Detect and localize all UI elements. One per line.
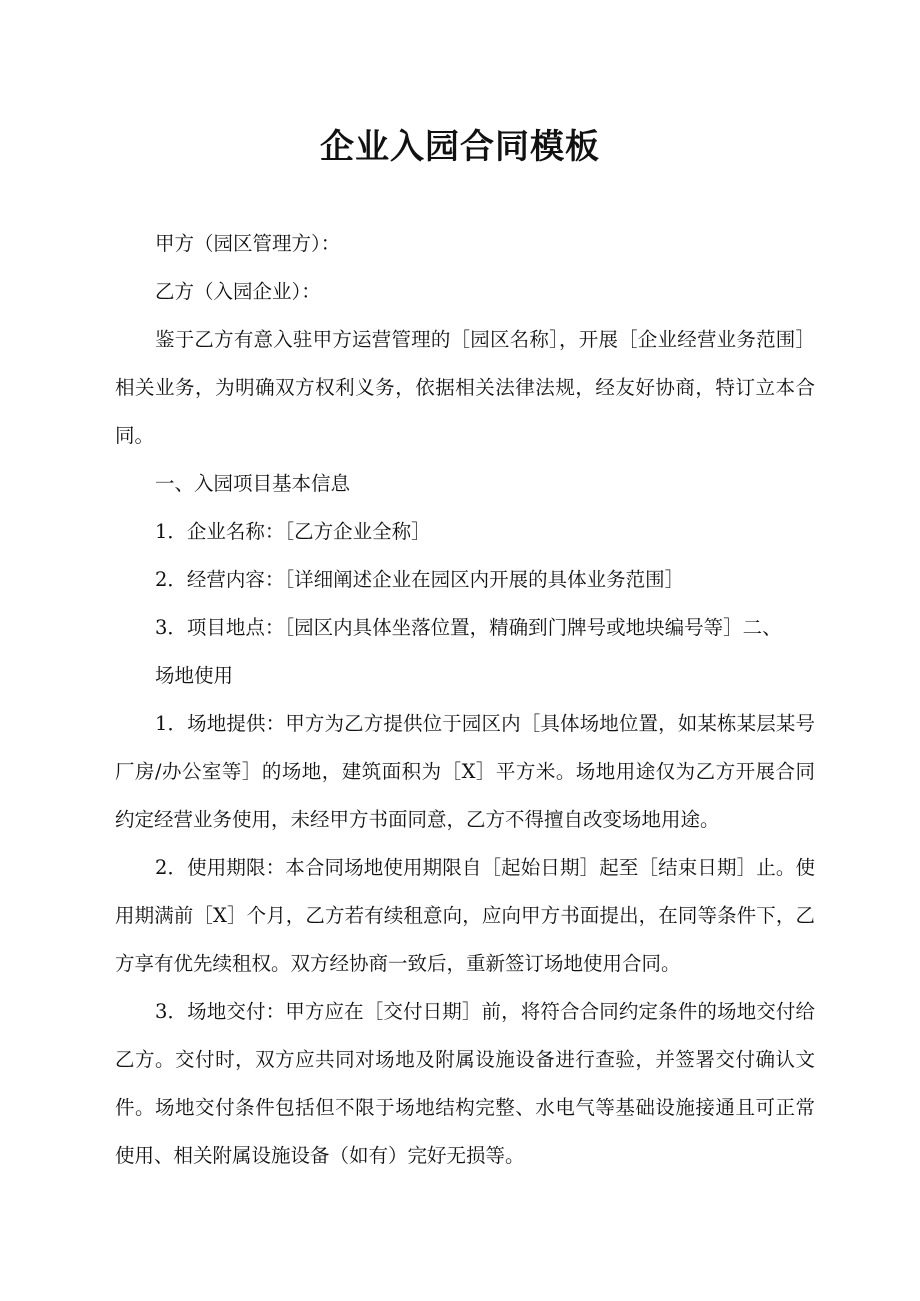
clause-business-content: 2．经营内容：［详细阐述企业在园区内开展的具体业务范围］ [155,568,685,591]
preamble-paragraph: 鉴于乙方有意入驻甲方运营管理的［园区名称］，开展［企业经营业务范围］相关业务，为明确双方权利义务，依据相关法律法规，经友好协商，特订立本合同。 [115,328,815,447]
clause-company-name: 1．企业名称：［乙方企业全称］ [155,520,431,543]
clause-site-provision: 1．场地提供：甲方为乙方提供位于园区内［具体场地位置，如某栋某层某号厂房/办公室等］的场地，建筑面积为［X］平方米。场地用途仅为乙方开展合同约定经营业务使用，未经甲方书面同意，乙方不得擅自改变场地用途。 [115,712,815,831]
party-a-line: 甲方（园区管理方）： [155,232,341,255]
party-b-line: 乙方（入园企业）： [155,280,321,303]
section-heading-site-use: 场地使用 [155,664,234,687]
clause-use-term: 2．使用期限：本合同场地使用期限自［起始日期］起至［结束日期］止。使用期满前［X］个月，乙方若有续租意向，应向甲方书面提出，在同等条件下，乙方享有优先续租权。双方经协商一致后，重新签订场地使用合同。 [115,856,815,975]
clause-project-location: 3．项目地点：［园区内具体坐落位置，精确到门牌号或地块编号等］二、 [155,616,782,639]
document-title: 企业入园合同模板 [320,127,600,167]
clause-site-delivery: 3．场地交付：甲方应在［交付日期］前，将符合合同约定条件的场地交付给乙方。交付时，双方应共同对场地及附属设施设备进行查验，并签署交付确认文件。场地交付条件包括但不限于场地结构完整、水电气等基础设施接通且可正常使用、相关附属设施设备（如有）完好无损等。 [115,1000,815,1167]
document-body [115,220,815,1180]
section-heading-basic-info: 一、入园项目基本信息 [155,472,351,495]
